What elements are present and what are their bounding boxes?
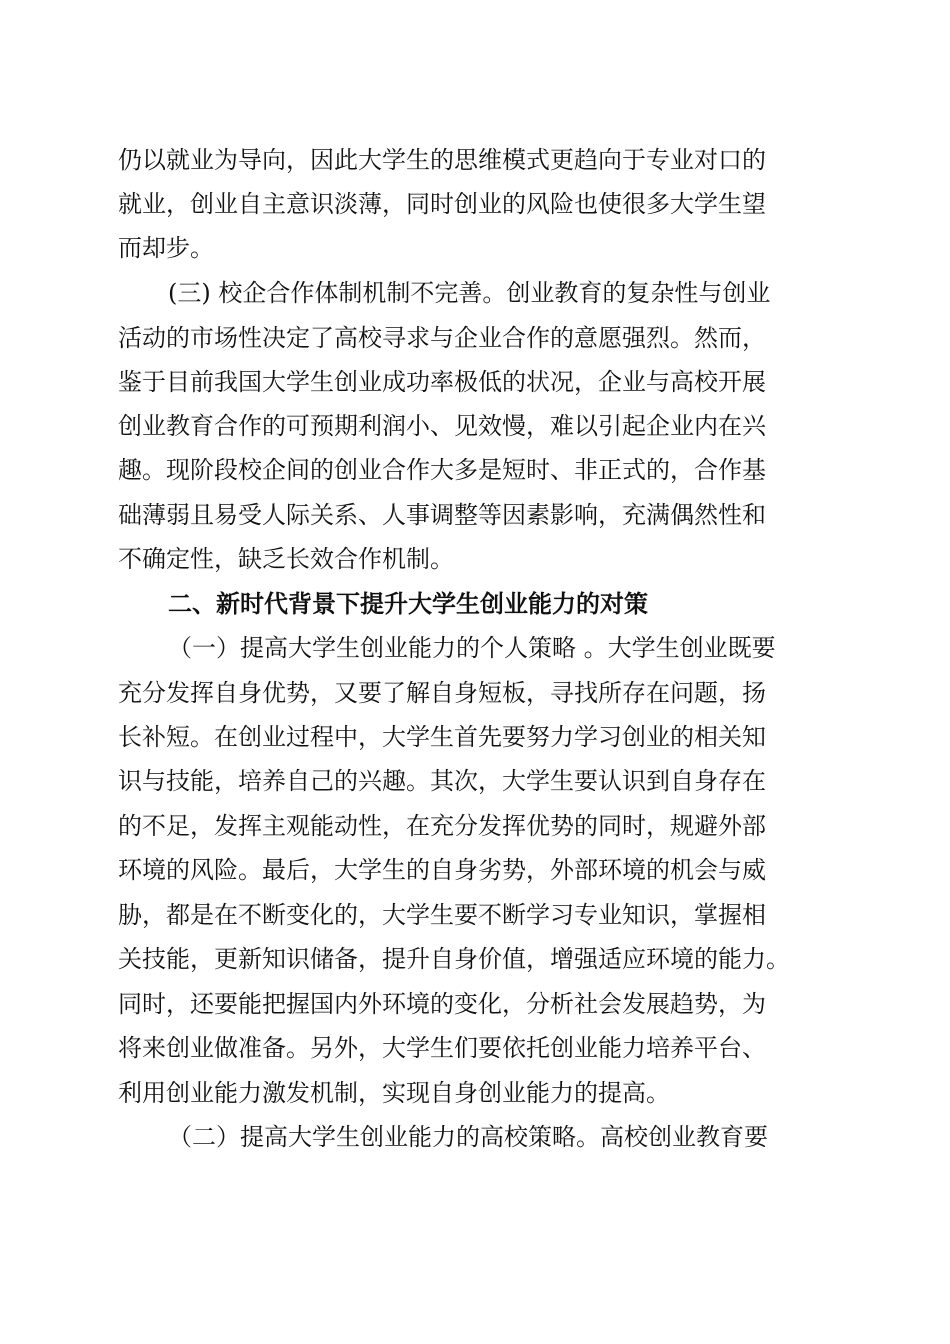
text-line: 充分发挥自身优势，又要了解自身短板，寻找所存在问题，扬 <box>118 679 766 707</box>
text-line: 鉴于目前我国大学生创业成功率极低的状况，企业与高校开展 <box>118 368 766 396</box>
text-line: 础薄弱且易受人际关系、人事调整等因素影响，充满偶然性和 <box>118 501 766 529</box>
text-line: 长补短。在创业过程中，大学生首先要努力学习创业的相关知 <box>118 723 766 751</box>
paragraph-start-line: （一）提高大学生创业能力的个人策略 。大学生创业既要 <box>168 634 776 662</box>
text-line: 胁，都是在不断变化的，大学生要不断学习专业知识，掌握相 <box>118 901 766 929</box>
text-line: 创业教育合作的可预期利润小、见效慢，难以引起企业内在兴 <box>118 412 766 440</box>
section-heading: 二、新时代背景下提升大学生创业能力的对策 <box>168 590 648 618</box>
text-line: 的不足，发挥主观能动性，在充分发挥优势的同时，规避外部 <box>118 812 766 840</box>
text-line: 而却步。 <box>118 234 214 262</box>
text-line: 不确定性，缺乏长效合作机制。 <box>118 545 454 573</box>
text-line: 仍以就业为导向，因此大学生的思维模式更趋向于专业对口的 <box>118 146 766 174</box>
text-line: 利用创业能力激发机制，实现自身创业能力的提高。 <box>118 1079 670 1107</box>
text-line: 将来创业做准备。另外，大学生们要依托创业能力培养平台、 <box>118 1034 766 1062</box>
text-line: 就业，创业自主意识淡薄，同时创业的风险也使很多大学生望 <box>118 190 766 218</box>
paragraph-start-line: (三) 校企合作体制机制不完善。创业教育的复杂性与创业 <box>168 279 771 307</box>
text-line: 活动的市场性决定了高校寻求与企业合作的意愿强烈。然而， <box>118 324 766 352</box>
text-line: 关技能，更新知识储备，提升自身价值，增强适应环境的能力。 <box>118 945 790 973</box>
text-line: 同时，还要能把握国内外环境的变化，分析社会发展趋势，为 <box>118 990 766 1018</box>
text-line: 趣。现阶段校企间的创业合作大多是短时、非正式的，合作基 <box>118 456 766 484</box>
text-line: 识与技能，培养自己的兴趣。其次，大学生要认识到自身存在 <box>118 767 766 795</box>
text-line: 环境的风险。最后，大学生的自身劣势，外部环境的机会与威 <box>118 856 766 884</box>
paragraph-start-line: （二）提高大学生创业能力的高校策略。高校创业教育要 <box>168 1123 768 1151</box>
